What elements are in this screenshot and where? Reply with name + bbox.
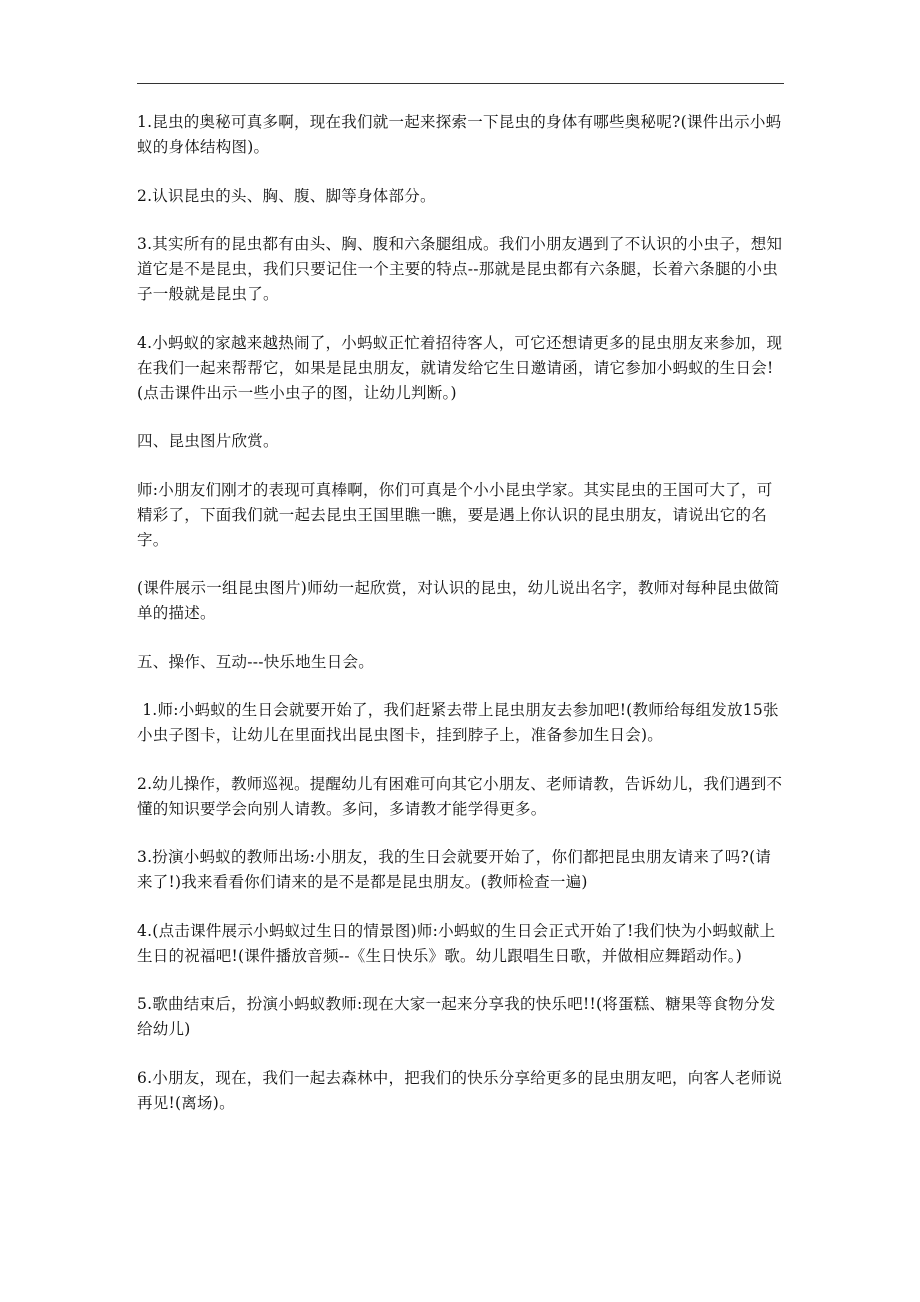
paragraph-step-3-six-legs: 3.其实所有的昆虫都有由头、胸、腹和六条腿组成。我们小朋友遇到了不认识的小虫子，想知道它是不是昆虫，我们只要记住一个主要的特点--那就是昆虫都有六条腿，长着六条腿的小虫子一般就是昆虫了。: [137, 235, 783, 303]
section-heading-4: 四、昆虫图片欣赏。: [137, 432, 279, 450]
paragraph-activity-2: 2.幼儿操作，教师巡视。提醒幼儿有困难可向其它小朋友、老师请教，告诉幼儿，我们遇到不懂的知识要学会向别人请教。多问，多请教才能学得更多。: [137, 774, 783, 818]
document-body: [137, 110, 785, 1139]
header-rule: [137, 83, 784, 84]
paragraph-activity-1: 1.师:小蚂蚁的生日会就要开始了，我们赶紧去带上昆虫朋友去参加吧!(教师给每组发放15张小虫子图卡，让幼儿在里面找出昆虫图卡，挂到脖子上，准备参加生日会)。: [137, 701, 779, 744]
paragraph-step-4-invitation: 4.小蚂蚁的家越来越热闹了，小蚂蚁正忙着招待客人，可它还想请更多的昆虫朋友来参加，现在我们一起来帮帮它，如果是昆虫朋友，就请发给它生日邀请函，请它参加小蚂蚁的生日会!(点击课件出示一些小虫子的图，让幼儿判断。): [137, 333, 783, 402]
paragraph-activity-6: 6.小朋友，现在，我们一起去森林中，把我们的快乐分享给更多的昆虫朋友吧，向客人老师说再见!(离场)。: [137, 1068, 783, 1112]
paragraph-activity-4: 4.(点击课件展示小蚂蚁过生日的情景图)师:小蚂蚁的生日会正式开始了!我们快为小蚂蚁献上生日的祝福吧!(课件播放音频--《生日快乐》歌。幼儿跟唱生日歌，并做相应舞蹈动作。): [137, 921, 776, 965]
paragraph-activity-5: 5.歌曲结束后，扮演小蚂蚁教师:现在大家一起来分享我的快乐吧!!(将蛋糕、糖果等食物分发给幼儿): [137, 995, 776, 1038]
paragraph-teacher-intro: 师:小朋友们刚才的表现可真棒啊，你们可真是个小小昆虫学家。其实昆虫的王国可大了，可精彩了，下面我们就一起去昆虫王国里瞧一瞧，要是遇上你认识的昆虫朋友，请说出它的名字。: [137, 480, 773, 549]
paragraph-step-1-body-structure: 1.昆虫的奥秘可真多啊，现在我们就一起来探索一下昆虫的身体有哪些奥秘呢?(课件出示小蚂蚁的身体结构图)。: [137, 113, 782, 156]
paragraph-insect-pictures: (课件展示一组昆虫图片)师幼一起欣赏，对认识的昆虫，幼儿说出名字，教师对每种昆虫做简单的描述。: [137, 579, 780, 622]
paragraph-step-2-body-parts: 2.认识昆虫的头、胸、腹、脚等身体部分。: [137, 186, 436, 205]
section-heading-5: 五、操作、互动---快乐地生日会。: [137, 652, 374, 671]
paragraph-activity-3: 3.扮演小蚂蚁的教师出场:小朋友，我的生日会就要开始了，你们都把昆虫朋友请来了吗?(请来了!)我来看看你们请来的是不是都是昆虫朋友。(教师检查一遍): [137, 848, 772, 891]
